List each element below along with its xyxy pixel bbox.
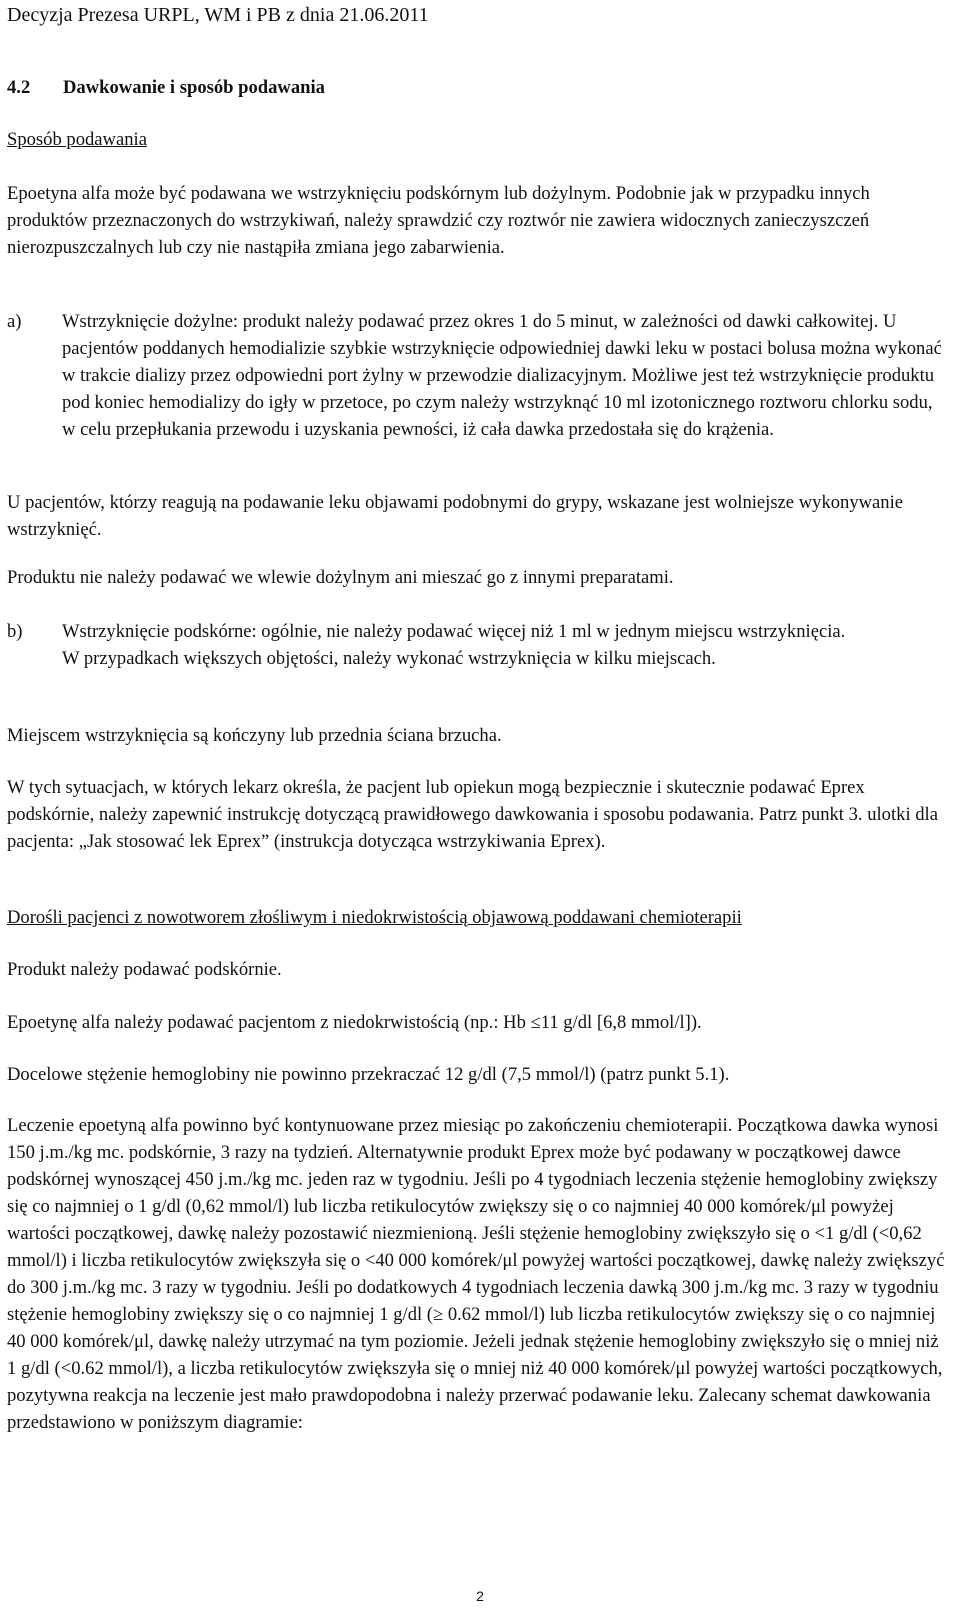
subheading-administration: Sposób podawania bbox=[7, 129, 147, 150]
list-item-b-line2: W przypadkach większych objętości, należy wykonać wstrzyknięcia w kilku miejscach. bbox=[62, 648, 716, 669]
list-item-b bbox=[7, 618, 948, 672]
list-item-a-text: Wstrzyknięcie dożylne: produkt należy podawać przez okres 1 do 5 minut, w zależności od dawki całkowitej. U pacjentów poddanych hemodializie szybkie wstrzyknięcie odpowiedniej dawki leku w postaci bolusa można wykonać w trakcie dializy przez odpowiedni port żylny w przewodzie dializacyjnym. Możliwe jest też wstrzyknięcie produktu pod koniec hemodializy do igły w przetoce, po czym należy wstrzyknąć 10 ml izotonicznego roztworu chlorku sodu, w celu przepłukania przewodu i uzyskania pewności, iż cała dawka przedostała się do krążenia. bbox=[62, 311, 942, 440]
paragraph-patient-instructions: W tych sytuacjach, w których lekarz określa, że pacjent lub opiekun mogą bezpiecznie i skutecznie podawać Eprex podskórnie, należy zapewnić instrukcję dotyczącą prawidłowego dawkowania i sposobu podawania. Patrz punkt 3. ulotki dla pacjenta: „Jak stosować lek Eprex” (instrukcja dotycząca wstrzykiwania Eprex). bbox=[7, 777, 938, 852]
list-item-a bbox=[7, 308, 948, 443]
paragraph-anemia-threshold: Epoetynę alfa należy podawać pacjentom z niedokrwistością (np.: Hb ≤11 g/dl [6,8 mmol/l]). bbox=[7, 1012, 702, 1033]
paragraph-no-infusion: Produktu nie należy podawać we wlewie dożylnym ani mieszać go z innymi preparatami. bbox=[7, 567, 674, 588]
paragraph-intro: Epoetyna alfa może być podawana we wstrzyknięciu podskórnym lub dożylnym. Podobnie jak w przypadku innych produktów przeznaczonych do wstrzykiwań, należy sprawdzić czy roztwór nie zawiera widocznych zanieczyszczeń nierozpuszczalnych lub czy nie nastąpiła zmiana jego zabarwienia. bbox=[7, 183, 870, 258]
paragraph-dosing-schedule: Leczenie epoetyną alfa powinno być kontynuowane przez miesiąc po zakończeniu chemioterapii. Początkowa dawka wynosi 150 j.m./kg mc. podskórnie, 3 razy na tydzień. Alternatywnie produkt Eprex może być podawany w początkowej dawce podskórnej wynoszącej 450 j.m./kg mc. jeden raz w tygodniu. Jeśli po 4 tygodniach leczenia stężenie hemoglobiny zwiększy się co najmniej o 1 g/dl (0,62 mmol/l) lub liczba retikulocytów zwiększy się o co najmniej 40 000 komórek/μl powyżej wartości początkowej, dawkę należy pozostawić niezmienioną. Jeśli stężenie hemoglobiny zwiększyło się o <1 g/dl (<0,62 mmol/l) i liczba retikulocytów zwiększyła się o <40 000 komórek/μl powyżej wartości początkowej, dawkę należy zwiększyć do 300 j.m./kg mc. 3 razy w tygodniu. Jeśli po dodatkowych 4 tygodniach leczenia dawką 300 j.m./kg mc. 3 razy w tygodniu stężenie hemoglobiny zwiększy się o co najmniej 1 g/dl (≥ 0.62 mmol/l) lub liczba retikulocytów zwiększy się o co najmniej 40 000 komórek/μl, dawkę należy utrzymać na tym poziomie. Jeżeli jednak stężenie hemoglobiny zwiększyło się o mniej niż 1 g/dl (<0.62 mmol/l), a liczba retikulocytów zwiększyła się o mniej niż 40 000 komórek/μl powyżej wartości początkowych, pozytywna reakcja na leczenie jest mało prawdopodobna i należy przerwać podawanie leku. Zalecany schemat dawkowania przedstawiono w poniższym diagramie: bbox=[7, 1115, 945, 1433]
paragraph-target-hemoglobin: Docelowe stężenie hemoglobiny nie powinno przekraczać 12 g/dl (7,5 mmol/l) (patrz punkt 5.1). bbox=[7, 1064, 730, 1085]
paragraph-injection-site: Miejscem wstrzyknięcia są kończyny lub przednia ściana brzucha. bbox=[7, 725, 502, 746]
section-heading bbox=[7, 74, 948, 101]
list-marker-a: a) bbox=[7, 311, 22, 332]
list-item-b-line1: Wstrzyknięcie podskórne: ogólnie, nie należy podawać więcej niż 1 ml w jednym miejscu wstrzyknięcia. bbox=[62, 621, 846, 642]
page-number: 2 bbox=[476, 1588, 484, 1604]
paragraph-flu-symptoms: U pacjentów, którzy reagują na podawanie leku objawami podobnymi do grypy, wskazane jest wolniejsze wykonywanie wstrzyknięć. bbox=[7, 492, 904, 540]
subheading-chemotherapy: Dorośli pacjenci z nowotworem złośliwym i niedokrwistością objawową poddawani chemioterapii bbox=[7, 907, 742, 928]
document-header: Decyzja Prezesa URPL, WM i PB z dnia 21.06.2011 bbox=[7, 4, 429, 26]
section-title: Dawkowanie i sposób podawania bbox=[63, 77, 325, 98]
list-marker-b: b) bbox=[7, 621, 23, 642]
section-number: 4.2 bbox=[7, 77, 31, 98]
paragraph-subcutaneous: Produkt należy podawać podskórnie. bbox=[7, 959, 282, 980]
